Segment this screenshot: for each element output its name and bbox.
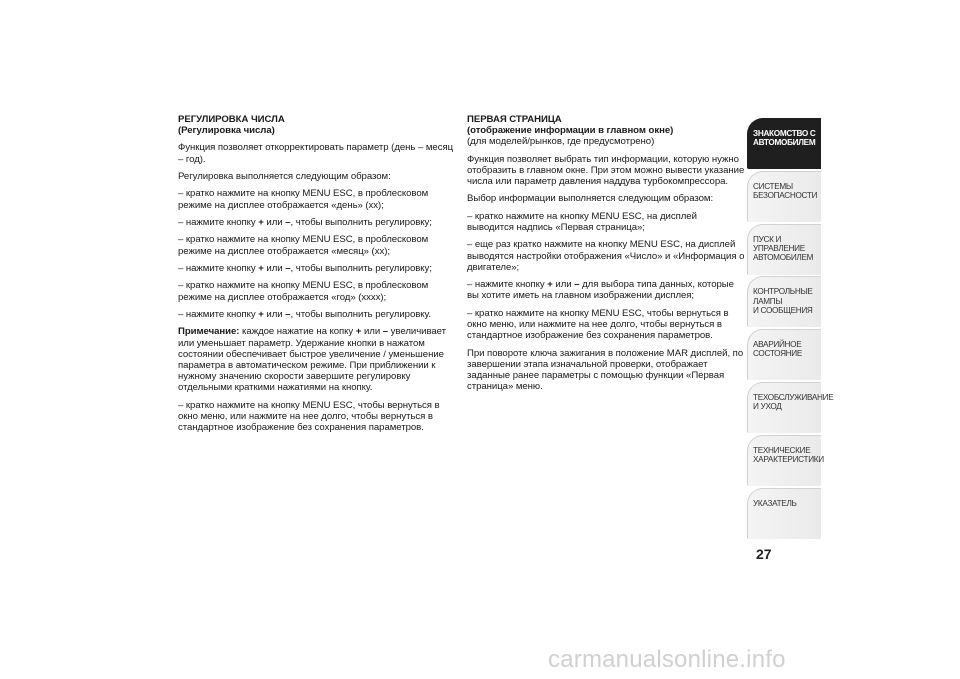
section-subtitle: (Регулировка числа) xyxy=(178,125,275,137)
left-column xyxy=(178,114,460,440)
paragraph: – кратко нажмите на кнопку MENU ESC, в проблесковом режиме на дисплее отображается «месяц» (хх); xyxy=(178,234,429,257)
watermark-text: carmanualsonline.info xyxy=(548,646,786,673)
plus-key: + xyxy=(547,279,553,291)
note-paragraph: Примечание: каждое нажатие на копку + или – увеличивает или уменьшает параметр. Удержание кнопки в нажатом состоянии обеспечивает быстрое увеличение / уменьшение параметра в автоматическом режиме. При приближении к нужному значению скорости завершите регулировку отдельными краткими нажатиями на кнопку. xyxy=(178,326,446,394)
tab-starting-driving[interactable]: ПУСК И УПРАВЛЕНИЕ АВТОМОБИЛЕМ xyxy=(747,224,821,275)
section-title: РЕГУЛИРОВКА ЧИСЛА xyxy=(178,114,285,125)
tab-warning-lights[interactable]: КОНТРОЛЬНЫЕ ЛАМПЫ И СООБЩЕНИЯ xyxy=(747,276,821,327)
paragraph: – кратко нажмите на кнопку MENU ESC, чтобы вернуться в окно меню, или нажмите на нее долго, чтобы вернуться в стандартное изображение без сохранения параметров. xyxy=(467,307,729,342)
minus-key: – xyxy=(574,279,580,291)
paragraph: – кратко нажмите на кнопку MENU ESC, в проблесковом режиме на дисплее отображается «день» (хх); xyxy=(178,188,429,211)
tab-emergency[interactable]: АВАРИЙНОЕ СОСТОЯНИЕ xyxy=(747,329,821,380)
tab-safety[interactable]: СИСТЕМЫ БЕЗОПАСНОСТИ xyxy=(747,171,821,222)
paragraph: Выбор информации выполняется следующим образом: xyxy=(467,193,714,205)
tab-maintenance[interactable]: ТЕХОБСЛУЖИВАНИЕ И УХОД xyxy=(747,382,821,433)
tab-introduction[interactable]: ЗНАКОМСТВО С АВТОМОБИЛЕМ xyxy=(747,118,821,169)
tab-index[interactable]: УКАЗАТЕЛЬ xyxy=(747,488,821,539)
plus-key: + xyxy=(355,326,362,338)
paragraph: – еще раз кратко нажмите на кнопку MENU ESC, на дисплей выводятся настройки отображения «Число» и «Информация о двигателе»; xyxy=(467,239,745,273)
paragraph: Регулировка выполняется следующим образом: xyxy=(178,171,391,182)
paragraph: – нажмите кнопку + или – для выбора типа данных, которые вы хотите иметь на главном изображении дисплея; xyxy=(467,279,734,302)
paragraph: – нажмите кнопку + или –, чтобы выполнить регулировку; xyxy=(178,262,432,274)
paragraph: – нажмите кнопку + или –, чтобы выполнить регулировку. xyxy=(178,308,431,320)
minus-key: – xyxy=(285,308,291,320)
paragraph: – кратко нажмите на кнопку MENU ESC, в проблесковом режиме на дисплее отображается «год» (хххх); xyxy=(178,280,429,303)
paragraph: Функция позволяет откорректировать параметр (день – месяц – год). xyxy=(178,142,454,165)
page-number: 27 xyxy=(756,546,772,562)
paragraph: Функция позволяет выбрать тип информации, которую нужно отобразить в главном окне. При этом можно вывести указание числа или параметр давления наддува турбокомпрессора. xyxy=(467,153,745,188)
paragraph: При повороте ключа зажигания в положение MAR дисплей, по завершении этапа изначальной проверки, отображает заданные ранее параметры с помощью функции «Первая страница» меню. xyxy=(467,347,744,393)
models-note: (для моделей/рынков, где предусмотрено) xyxy=(467,136,655,148)
paragraph: – кратко нажмите на кнопку MENU ESC, чтобы вернуться в окно меню, или нажмите на нее долго, чтобы вернуться в стандартное изображение без сохранения параметров. xyxy=(178,399,440,434)
minus-key: – xyxy=(285,216,291,228)
right-column xyxy=(467,114,745,399)
chapter-tabs xyxy=(747,118,834,540)
tab-technical-specs[interactable]: ТЕХНИЧЕСКИЕ ХАРАКТЕРИСТИКИ xyxy=(747,435,821,486)
plus-key: + xyxy=(258,216,264,228)
note-label: Примечание: xyxy=(178,326,240,338)
plus-key: + xyxy=(258,308,264,320)
minus-key: – xyxy=(382,326,389,338)
section-title: ПЕРВАЯ СТРАНИЦА xyxy=(467,114,562,125)
paragraph: – кратко нажмите на кнопку MENU ESC, на дисплей выводится надпись «Первая страница»; xyxy=(467,210,697,233)
plus-key: + xyxy=(258,262,264,274)
paragraph: – нажмите кнопку + или –, чтобы выполнить регулировку; xyxy=(178,216,432,228)
section-subtitle: (отображение информации в главном окне) xyxy=(467,125,674,137)
minus-key: – xyxy=(285,262,291,274)
